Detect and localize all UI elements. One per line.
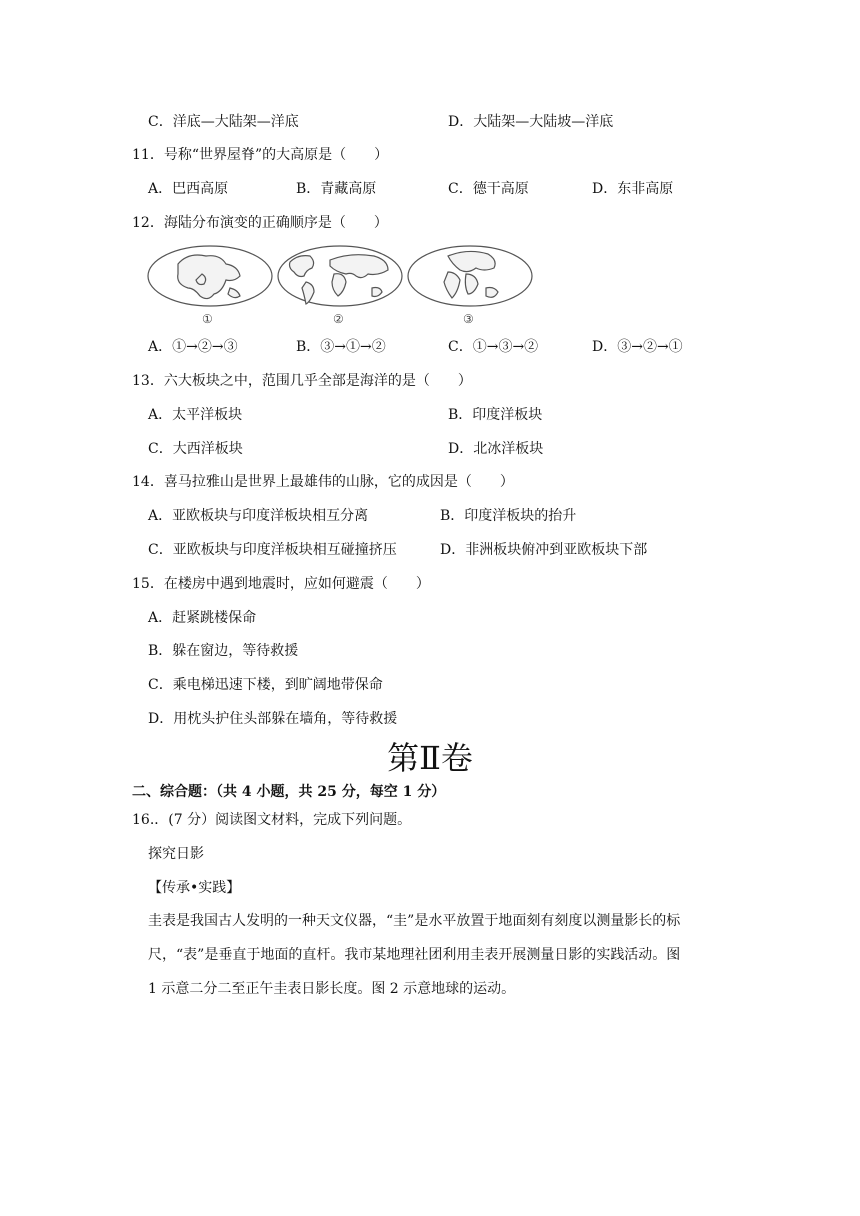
continental-drift-maps	[144, 244, 544, 330]
q10-option-c: C．洋底—大陆架—洋底	[148, 114, 299, 130]
map-label-2: ②	[333, 312, 344, 326]
q10-option-d: D．大陆架—大陆坡—洋底	[448, 114, 614, 130]
q11-option-b: B．青藏高原	[296, 181, 377, 197]
q15-option-a: A．赶紧跳楼保命	[148, 610, 257, 626]
q12-option-c: C．①→③→②	[448, 339, 539, 355]
q14-stem: 14．喜马拉雅山是世界上最雄伟的山脉，它的成因是（ ）	[132, 474, 514, 490]
q15-option-c: C．乘电梯迅速下楼，到旷阔地带保命	[148, 677, 383, 693]
q11-stem: 11．号称“世界屋脊”的大高原是（ ）	[132, 147, 389, 163]
q16-paragraph-line-3: 1 示意二分二至正午圭表日影长度。图 2 示意地球的运动。	[148, 981, 516, 997]
map-2	[278, 246, 402, 306]
section-heading: 二、综合题：（共 4 小题，共 25 分，每空 1 分）	[132, 784, 446, 800]
q13-option-a: A．太平洋板块	[148, 407, 243, 423]
q13-stem: 13．六大板块之中，范围几乎全部是海洋的是（ ）	[132, 373, 472, 389]
q16-stem: 16.．(7 分）阅读图文材料，完成下列问题。	[132, 812, 412, 828]
map-1	[148, 246, 272, 306]
q13-option-d: D．北冰洋板块	[448, 441, 544, 457]
q16-paragraph-line-2: 尺，“表”是垂直于地面的直杆。我市某地理社团利用圭表开展测量日影的实践活动。图	[148, 947, 681, 963]
q13-option-c: C．大西洋板块	[148, 441, 243, 457]
q15-option-b: B．躲在窗边，等待救援	[148, 643, 299, 659]
q13-option-b: B．印度洋板块	[448, 407, 543, 423]
map-3	[408, 246, 532, 306]
q15-option-d: D．用枕头护住头部躲在墙角，等待救援	[148, 711, 398, 727]
q16-paragraph-line-1: 圭表是我国古人发明的一种天文仪器，“圭”是水平放置于地面刻有刻度以测量影长的标	[148, 913, 681, 929]
q14-option-a: A．亚欧板块与印度洋板块相互分离	[148, 508, 369, 524]
q14-option-d: D．非洲板块俯冲到亚欧板块下部	[440, 542, 648, 558]
q15-stem: 15．在楼房中遇到地震时，应如何避震（ ）	[132, 576, 430, 592]
q12-option-a: A．①→②→③	[148, 339, 238, 355]
q12-option-d: D．③→②→①	[592, 339, 683, 355]
map-label-3: ③	[463, 312, 474, 326]
q12-option-b: B．③→①→②	[296, 339, 386, 355]
q12-stem: 12．海陆分布演变的正确顺序是（ ）	[132, 215, 388, 231]
q16-tag: 【传承•实践】	[148, 880, 241, 896]
part-2-title: 第Ⅱ卷	[387, 739, 473, 777]
q11-option-a: A．巴西高原	[148, 181, 229, 197]
map-label-1: ①	[202, 312, 213, 326]
q11-option-d: D．东非高原	[592, 181, 674, 197]
q14-option-c: C．亚欧板块与印度洋板块相互碰撞挤压	[148, 542, 397, 558]
q16-subtitle: 探究日影	[148, 846, 204, 862]
q14-option-b: B．印度洋板块的抬升	[440, 508, 577, 524]
q11-option-c: C．德干高原	[448, 181, 529, 197]
